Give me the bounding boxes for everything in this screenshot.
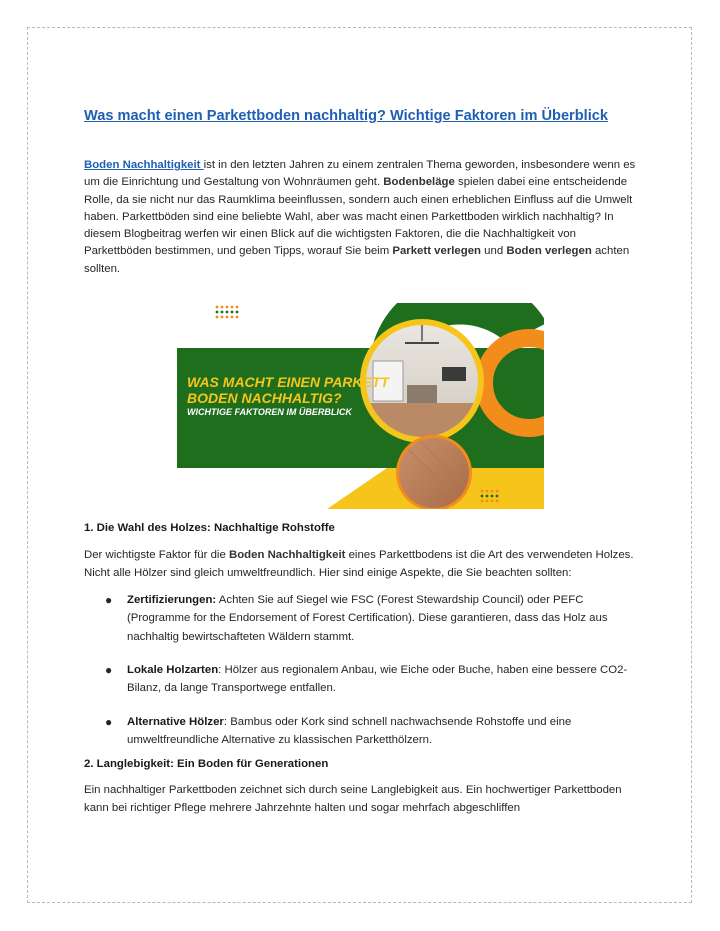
section1-bold-boden-nachhaltigkeit: Boden Nachhaltigkeit xyxy=(228,549,346,561)
list-item xyxy=(105,661,645,698)
intro-text-1: ist in den letzten Jahren zu einem zentralen Thema geworden, insbesondere wenn es um die Einrichtung und Gestaltung von Wohnräumen geht. xyxy=(84,159,636,189)
banner-line1: WAS MACHT EINEN PARKETT xyxy=(187,374,389,390)
banner-graphic xyxy=(177,303,544,509)
list-item xyxy=(105,713,645,750)
bullet-icon: ● xyxy=(105,715,113,729)
intro-text-4: achten sollten. xyxy=(84,245,630,275)
section2-paragraph: Ein nachhaltiger Parkettboden zeichnet sich durch seine Langlebigkeit aus. Ein hochwertiger Parkettboden kann bei richtiger Pflege mehrere Jahrzehnte halten und sogar mehrfach abgeschliffen xyxy=(84,784,622,815)
bullet-icon: ● xyxy=(105,663,113,677)
section2-heading: 2. Langlebigkeit: Ein Boden für Generationen xyxy=(84,758,329,770)
article-title[interactable]: Was macht einen Parkettboden nachhaltig? Wichtige Faktoren im Überblick xyxy=(84,108,608,124)
section1-heading: 1. Die Wahl des Holzes: Nachhaltige Rohstoffe xyxy=(84,522,335,534)
section1-paragraph xyxy=(84,546,644,583)
article-banner-image xyxy=(177,303,544,509)
bullet-icon: ● xyxy=(105,593,113,607)
bullet-label: Zertifizierungen: xyxy=(127,594,217,606)
bullet-text: Achten Sie auf Siegel wie FSC (Forest Stewardship Council) oder PEFC (Programme for the Endorsement of Forest Certification). Diese garantieren, dass das Holz aus nachhaltig bewirtschafteten Wäldern stammt. xyxy=(127,594,608,643)
section1-text-1: Der wichtigste Faktor für die xyxy=(84,549,229,561)
intro-text-3: und xyxy=(481,245,507,258)
intro-paragraph xyxy=(84,157,644,278)
intro-text-2: spielen dabei eine entscheidende Rolle, da sie nicht nur das Raumklima beeinflussen, sondern auch einen erheblichen Einfluss auf die Umwelt haben. Parkettböden sind eine beliebte Wahl, aber was macht einen Parkettboden wirklich nachhaltig? In diesem Blogbeitrag werfen wir einen Blick auf die wichtigsten Faktoren, die die Nachhaltigkeit von Parkettböden bestimmen, und geben Tipps, worauf Sie beim xyxy=(84,176,633,258)
banner-line2: BODEN NACHHALTIG? xyxy=(187,390,342,406)
intro-bold-bodenbelaege: Bodenbeläge xyxy=(383,176,455,189)
intro-bold-parkett-verlegen: Parkett verlegen xyxy=(392,245,481,258)
section1-text-2: eines Parkettbodens ist die Art des verwendeten Holzes. Nicht alle Hölzer sind gleich umweltfreundlich. Hier sind einige Aspekte, die Sie beachten sollten: xyxy=(84,549,634,580)
intro-bold-boden-verlegen: Boden verlegen xyxy=(506,245,592,258)
bullet-label: Alternative Hölzer xyxy=(127,716,224,728)
bullet-text: : Bambus oder Kork sind schnell nachwachsende Rohstoffe und eine umweltfreundliche Alternative zu klassischen Parketthölzern. xyxy=(127,716,572,747)
bullet-text: : Hölzer aus regionalem Anbau, wie Eiche oder Buche, haben eine bessere CO2-Bilanz, da lange Transportwege entfallen. xyxy=(127,664,628,695)
boden-nachhaltigkeit-link[interactable]: Boden Nachhaltigkeit xyxy=(84,159,204,171)
list-item xyxy=(105,591,645,646)
banner-line3: WICHTIGE FAKTOREN IM ÜBERBLICK xyxy=(187,407,352,417)
bullet-label: Lokale Holzarten xyxy=(127,664,219,676)
